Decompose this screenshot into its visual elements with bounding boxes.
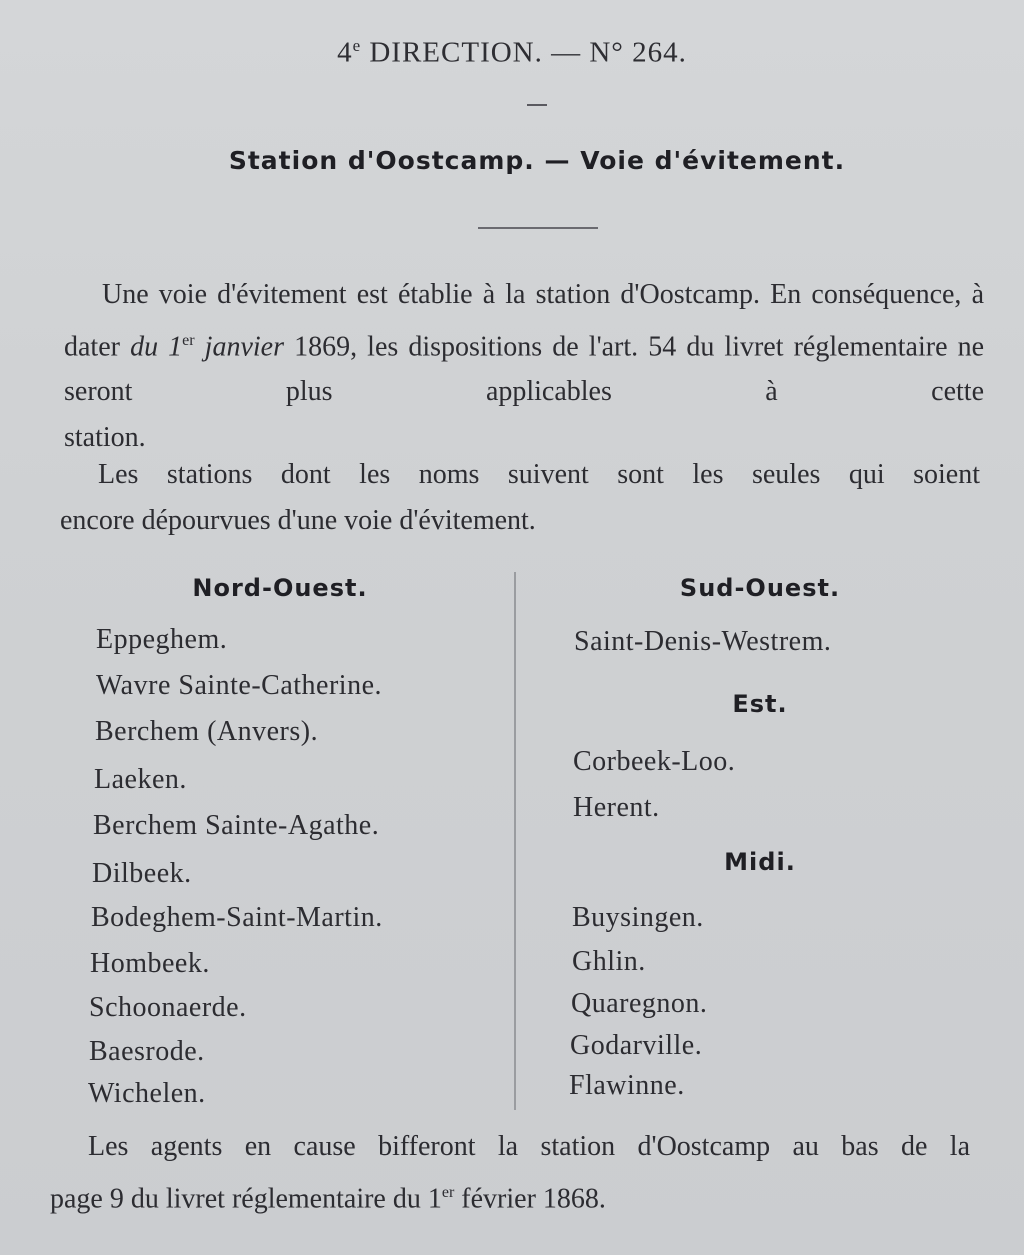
station-item: Berchem (Anvers). — [95, 716, 319, 747]
p3-line2 — [50, 1170, 970, 1222]
column-divider — [514, 572, 516, 1110]
long-divider — [478, 227, 598, 229]
station-item: Godarville. — [570, 1030, 703, 1061]
station-item: Buysingen. — [572, 902, 704, 933]
p3-line2-pre: page 9 du livret réglementaire du 1 — [50, 1182, 442, 1214]
paragraph-stations-intro — [60, 452, 980, 543]
p1-line1: Une voie d'évitement est établie à la station d'Oostcamp. En — [102, 279, 802, 310]
page-header — [0, 36, 1024, 70]
direction-number: 4 — [337, 36, 353, 69]
region-title-midi: Midi. — [724, 848, 796, 876]
p2-line1: Les stations dont les noms suivent sont les seules qui soient — [98, 459, 980, 490]
p1-line4: station. — [64, 421, 146, 453]
station-item: Quaregnon. — [571, 988, 708, 1019]
region-title-est: Est. — [732, 690, 788, 718]
region-title-nord-ouest: Nord-Ouest. — [192, 574, 368, 602]
station-item: Flawinne. — [569, 1070, 685, 1101]
p1-date-month: janvier — [194, 330, 284, 362]
direction-suffix: e — [352, 36, 362, 55]
paragraph-closing — [50, 1124, 970, 1221]
page-subtitle: Station d'Oostcamp. — Voie d'évitement. — [228, 146, 846, 175]
p2-line2: encore dépourvues d'une voie d'évitement. — [60, 504, 536, 536]
p3-line2-post: février 1868. — [454, 1182, 606, 1214]
p1-date-sup: er — [182, 331, 195, 349]
station-item: Hombeek. — [90, 948, 210, 979]
station-item: Corbeek-Loo. — [573, 746, 736, 777]
p1-line2-post: 1869, les dispositions de — [284, 330, 579, 362]
station-item: Schoonaerde. — [89, 992, 247, 1023]
station-item: Ghlin. — [572, 946, 646, 977]
station-item: Saint-Denis-Westrem. — [574, 626, 832, 657]
station-item: Dilbeek. — [92, 858, 192, 889]
direction-label: DIRECTION. — N° 264. — [361, 36, 687, 69]
station-item: Wavre Sainte-Catherine. — [96, 670, 383, 701]
p1-date-day: du 1 — [130, 330, 183, 362]
p1-line3: l'art. 54 du livret réglementaire ne seront plus applicables à cette — [64, 330, 985, 408]
station-item: Baesrode. — [89, 1036, 205, 1067]
paragraph-announcement — [64, 272, 984, 460]
station-item: Bodeghem-Saint-Martin. — [91, 902, 383, 933]
station-item: Wichelen. — [88, 1078, 206, 1109]
station-item: Herent. — [573, 792, 660, 823]
station-item: Laeken. — [94, 764, 187, 795]
station-item: Berchem Sainte-Agathe. — [93, 810, 380, 841]
station-item: Eppeghem. — [96, 624, 228, 655]
short-divider — [527, 104, 547, 106]
p3-line1: Les agents en cause bifferont la station d'Oostcamp au bas de la — [88, 1131, 970, 1162]
p3-line2-sup: er — [441, 1183, 455, 1201]
p1-line2-pre: conséquence, à dater — [64, 279, 984, 362]
region-title-sud-ouest: Sud-Ouest. — [679, 574, 841, 602]
